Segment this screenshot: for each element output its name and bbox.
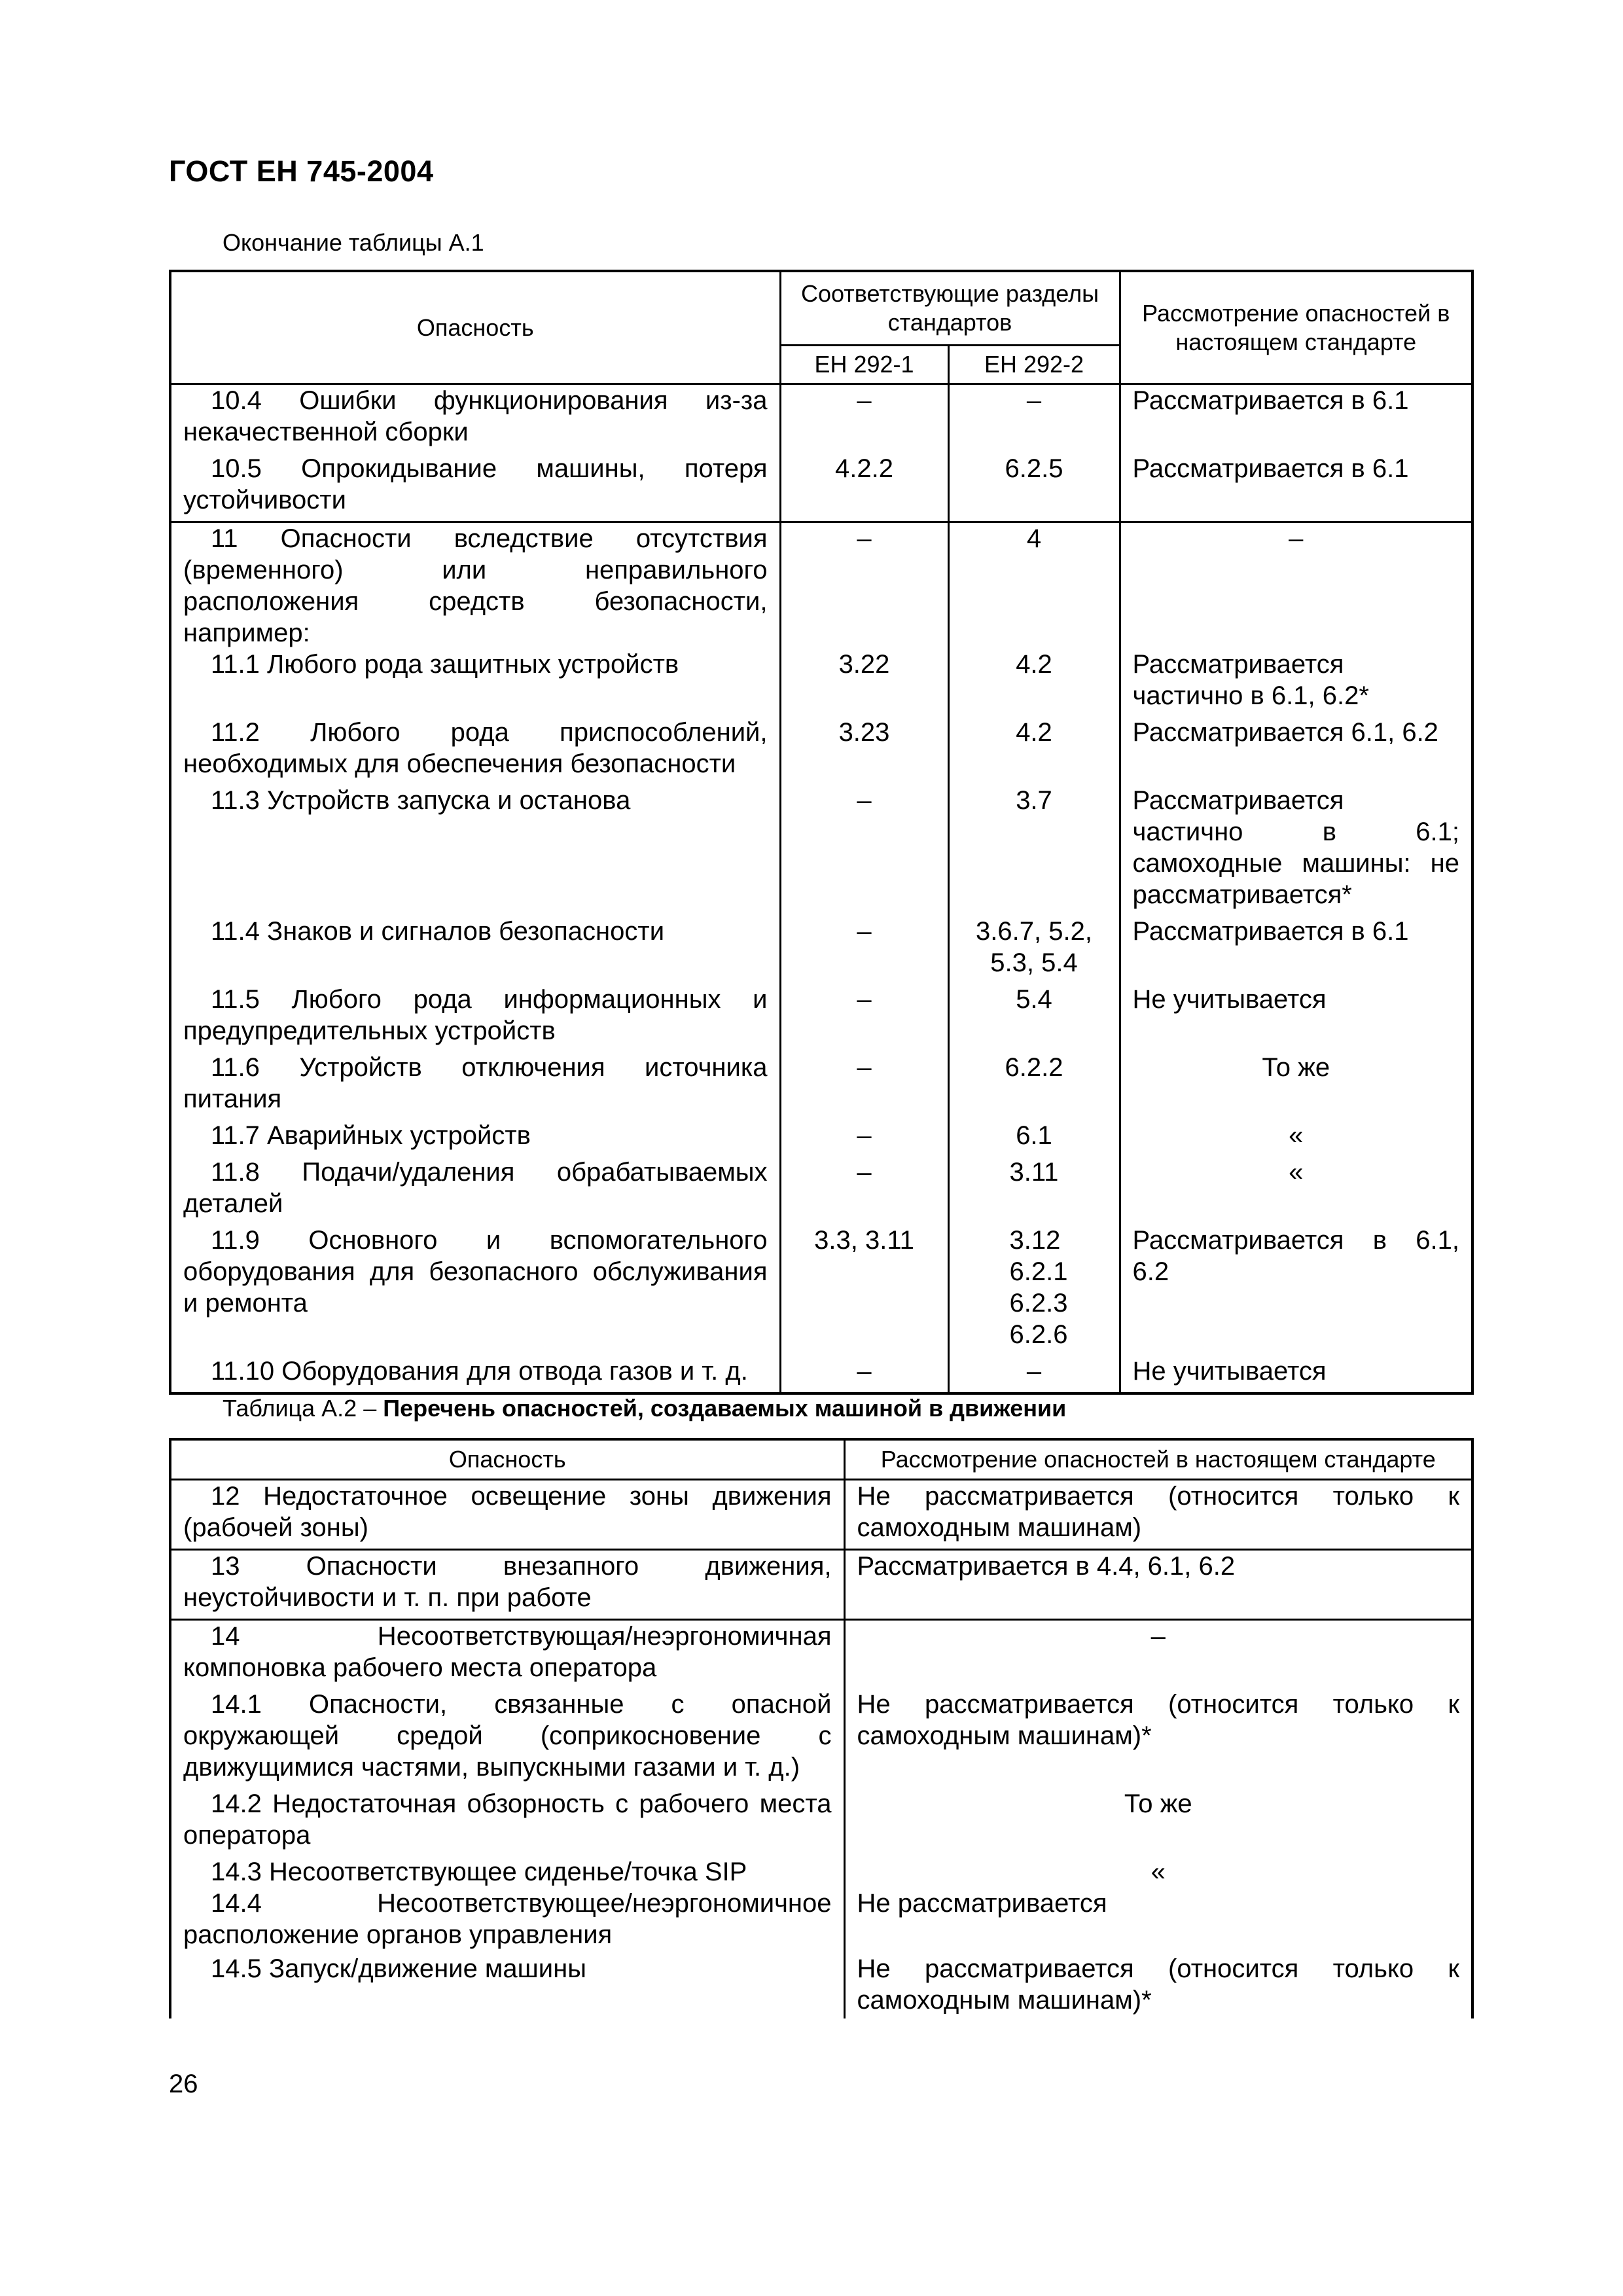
en1-cell: – <box>780 785 948 916</box>
hazard-cell: 11.2 Любого рода приспособлений, необходимых для обеспечения безопасности <box>170 717 780 785</box>
consideration-cell: Рассматривается в 6.1 <box>1120 453 1472 522</box>
consideration-cell: Не рассматривается <box>844 1888 1472 1953</box>
hazard-cell: 11.4 Знаков и сигналов безопасности <box>170 916 780 984</box>
table-row <box>170 1157 1472 1225</box>
table-row <box>170 1355 1472 1393</box>
en1-cell: – <box>780 384 948 454</box>
en1-cell: – <box>780 984 948 1052</box>
table1-caption: Окончание таблицы А.1 <box>223 229 484 256</box>
table-row <box>170 916 1472 984</box>
table-row <box>170 717 1472 785</box>
en1-cell: – <box>780 1120 948 1157</box>
table-row <box>170 1888 1472 1953</box>
table-row <box>170 1788 1472 1856</box>
hazards-table-a1 <box>169 270 1474 1395</box>
hazard-cell: 13 Опасности внезапного движения, неустойчивости и т. п. при работе <box>170 1550 844 1620</box>
consideration-cell: Не рассматривается (относится только к самоходным машинам)* <box>844 1953 1472 2018</box>
en1-cell: – <box>780 916 948 984</box>
header-consideration: Рассмотрение опасностей в настоящем стандарте <box>1120 271 1472 384</box>
table-row <box>170 1052 1472 1120</box>
table-row <box>170 1480 1472 1550</box>
en2-cell: – <box>948 384 1120 454</box>
table2-caption <box>223 1395 1066 1422</box>
en1-cell: – <box>780 1052 948 1120</box>
en2-cell: 6.1 <box>948 1120 1120 1157</box>
en2-cell: 4.2 <box>948 717 1120 785</box>
table-row <box>170 984 1472 1052</box>
table-row <box>170 1550 1472 1620</box>
consideration-cell: – <box>844 1620 1472 1689</box>
hazard-cell: 10.4 Ошибки функционирования из-за некачественной сборки <box>170 384 780 454</box>
en2-cell: 6.2.5 <box>948 453 1120 522</box>
consideration-cell: – <box>1120 522 1472 649</box>
hazard-cell: 11.3 Устройств запуска и останова <box>170 785 780 916</box>
en2-cell: 5.4 <box>948 984 1120 1052</box>
table-row <box>170 1620 1472 1689</box>
consideration-cell: « <box>1120 1157 1472 1225</box>
table-row <box>170 1953 1472 2018</box>
table-row <box>170 649 1472 717</box>
consideration-cell: Рассматривается частично в 6.1; самоходные машины: не рассматривается* <box>1120 785 1472 916</box>
consideration-cell: Не учитывается <box>1120 984 1472 1052</box>
table2-caption-prefix: Таблица А.2 – <box>223 1395 383 1422</box>
en2-cell: 3.6.7, 5.2, 5.3, 5.4 <box>948 916 1120 984</box>
consideration-cell: Не учитывается <box>1120 1355 1472 1393</box>
consideration-cell: Рассматривается в 6.1 <box>1120 384 1472 454</box>
consideration-cell: Рассматривается частично в 6.1, 6.2* <box>1120 649 1472 717</box>
hazard-cell: 10.5 Опрокидывание машины, потеря устойчивости <box>170 453 780 522</box>
hazard-cell: 14.4 Несоответствующее/неэргономичное расположение органов управления <box>170 1888 844 1953</box>
en2-cell: 4 <box>948 522 1120 649</box>
hazard-cell: 12 Недостаточное освещение зоны движения (рабочей зоны) <box>170 1480 844 1550</box>
en2-cell: 3.11 <box>948 1157 1120 1225</box>
table-row <box>170 1225 1472 1355</box>
consideration-cell: То же <box>1120 1052 1472 1120</box>
hazard-cell: 11 Опасности вследствие отсутствия (временного) или неправильного расположения средств безопасности, например: <box>170 522 780 649</box>
consideration-cell: « <box>844 1856 1472 1888</box>
consideration-cell: Рассматривается 6.1, 6.2 <box>1120 717 1472 785</box>
consideration-cell: Рассматривается в 4.4, 6.1, 6.2 <box>844 1550 1472 1620</box>
en1-cell: 3.22 <box>780 649 948 717</box>
hazard-cell: 11.6 Устройств отключения источника питания <box>170 1052 780 1120</box>
hazard-cell: 11.10 Оборудования для отвода газов и т. д. <box>170 1355 780 1393</box>
hazard-cell: 11.5 Любого рода информационных и предупредительных устройств <box>170 984 780 1052</box>
table-row <box>170 1120 1472 1157</box>
consideration-cell: Не рассматривается (относится только к самоходным машинам)* <box>844 1689 1472 1788</box>
consideration-cell: Не рассматривается (относится только к самоходным машинам) <box>844 1480 1472 1550</box>
en1-cell: – <box>780 1157 948 1225</box>
en2-cell: 3.7 <box>948 785 1120 916</box>
consideration-cell: То же <box>844 1788 1472 1856</box>
header-consideration: Рассмотрение опасностей в настоящем стандарте <box>844 1439 1472 1480</box>
consideration-cell: « <box>1120 1120 1472 1157</box>
hazard-cell: 11.9 Основного и вспомогательного оборудования для безопасного обслуживания и ремонта <box>170 1225 780 1355</box>
hazard-cell: 14.5 Запуск/движение машины <box>170 1953 844 2018</box>
en1-cell: 4.2.2 <box>780 453 948 522</box>
table-row <box>170 384 1472 454</box>
hazard-cell: 11.7 Аварийных устройств <box>170 1120 780 1157</box>
table-row <box>170 453 1472 522</box>
en1-cell: – <box>780 1355 948 1393</box>
document-title: ГОСТ ЕН 745-2004 <box>169 154 434 188</box>
header-hazard: Опасность <box>170 271 780 384</box>
header-en-292-1: ЕН 292-1 <box>780 346 948 384</box>
consideration-cell: Рассматривается в 6.1, 6.2 <box>1120 1225 1472 1355</box>
en1-cell: 3.23 <box>780 717 948 785</box>
hazard-cell: 11.8 Подачи/удаления обрабатываемых деталей <box>170 1157 780 1225</box>
en1-cell: 3.3, 3.11 <box>780 1225 948 1355</box>
en2-cell: 3.12 6.2.1 6.2.3 6.2.6 <box>948 1225 1120 1355</box>
en2-cell: – <box>948 1355 1120 1393</box>
table2-caption-title: Перечень опасностей, создаваемых машиной в движении <box>383 1395 1067 1422</box>
header-standards: Соответствующие разделы стандартов <box>780 271 1120 346</box>
hazard-cell: 14.2 Недостаточная обзорность с рабочего места оператора <box>170 1788 844 1856</box>
table-row <box>170 522 1472 649</box>
hazard-cell: 11.1 Любого рода защитных устройств <box>170 649 780 717</box>
hazard-cell: 14.3 Несоответствующее сиденье/точка SIP <box>170 1856 844 1888</box>
en2-cell: 6.2.2 <box>948 1052 1120 1120</box>
en1-cell: – <box>780 522 948 649</box>
header-hazard: Опасность <box>170 1439 844 1480</box>
table-row <box>170 1856 1472 1888</box>
page-number: 26 <box>169 2070 198 2098</box>
table-row <box>170 1689 1472 1788</box>
hazard-cell: 14 Несоответствующая/неэргономичная компоновка рабочего места оператора <box>170 1620 844 1689</box>
hazard-cell: 14.1 Опасности, связанные с опасной окружающей средой (соприкосновение с движущимися частями, выпускными газами и т. д.) <box>170 1689 844 1788</box>
header-en-292-2: ЕН 292-2 <box>948 346 1120 384</box>
consideration-cell: Рассматривается в 6.1 <box>1120 916 1472 984</box>
table-row <box>170 785 1472 916</box>
en2-cell: 4.2 <box>948 649 1120 717</box>
hazards-table-a2 <box>169 1438 1474 2018</box>
